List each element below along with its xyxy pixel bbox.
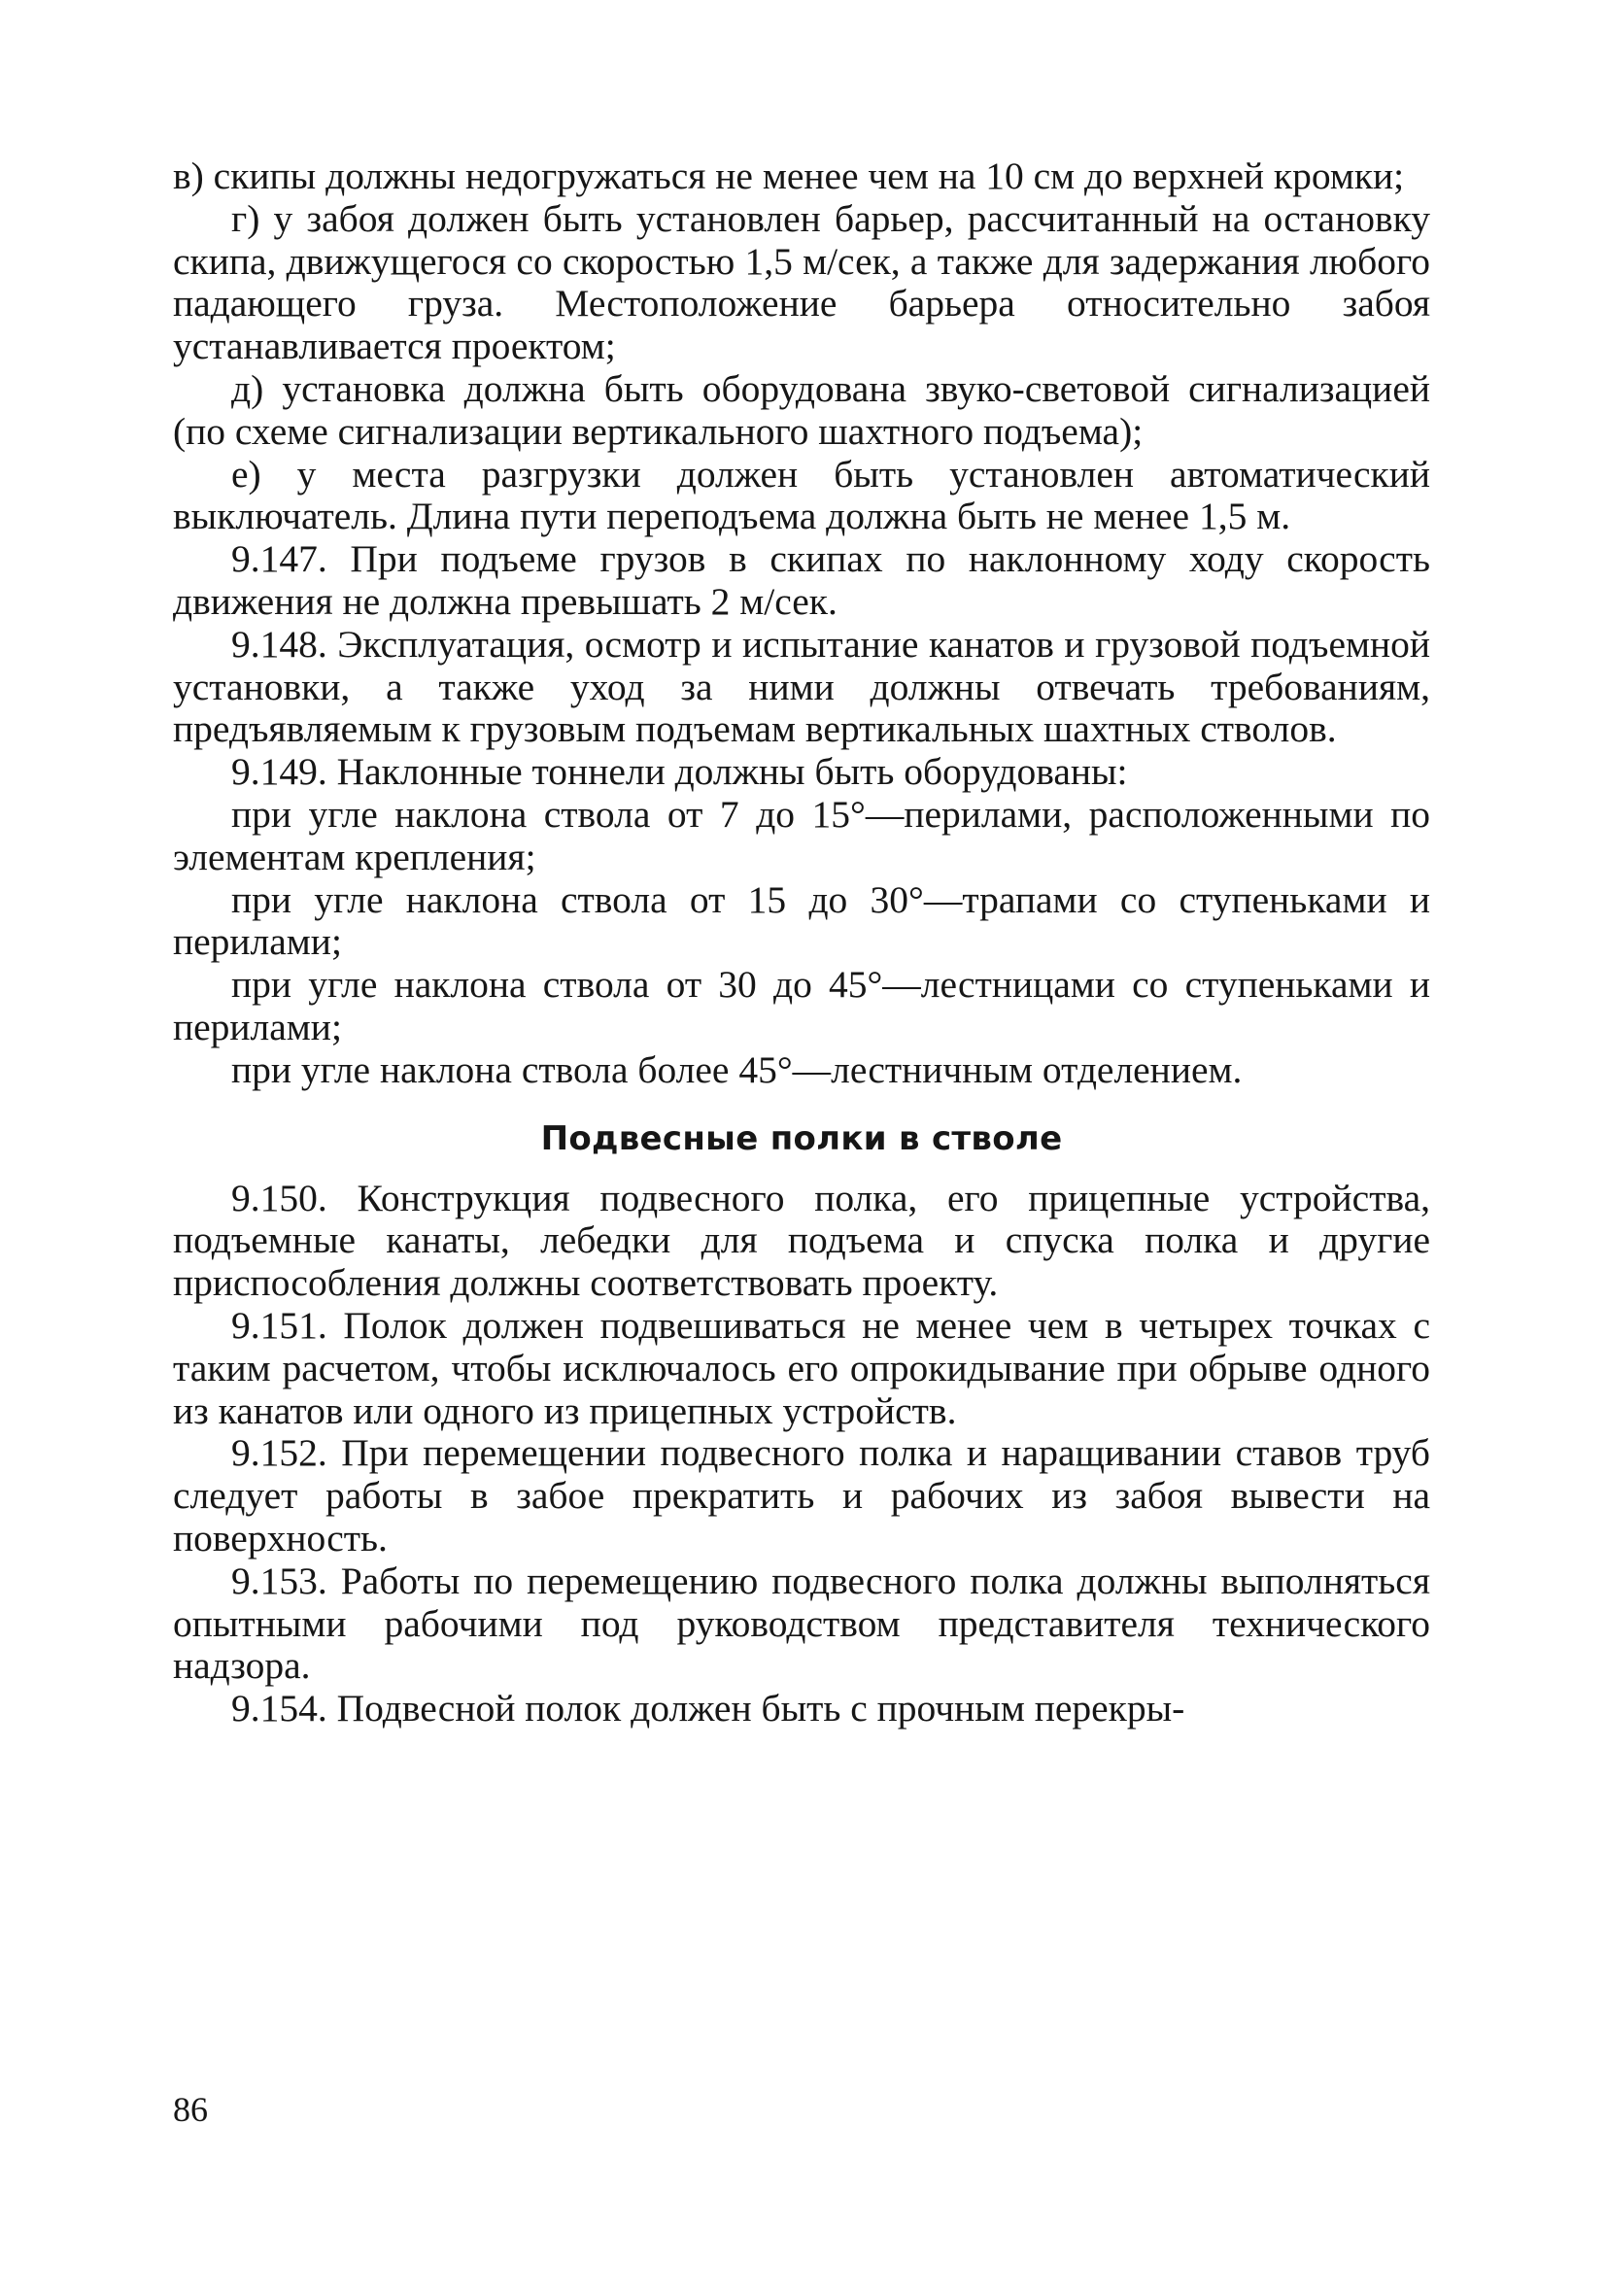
paragraph-angle-15-30: при угле наклона ствола от 15 до 30°—трапами со ступеньками и перилами;	[173, 877, 1430, 964]
page-number: 86	[173, 2090, 208, 2129]
paragraphs-bottom	[173, 1178, 1430, 1731]
section-heading: Подвесные полки в стволе	[540, 1118, 1063, 1158]
paragraph-9-153: 9.153. Работы по перемещению подвесного полка должны выполняться опытными рабочими под руководством представителя технического надзора.	[173, 1559, 1430, 1688]
paragraph-9-147: 9.147. При подъеме грузов в скипах по наклонному ходу скорость движения не должна превышать 2 м/сек.	[173, 537, 1430, 623]
paragraph-item-v: в) скипы должны недогружаться не менее чем на 10 см до верхней кромки;	[173, 154, 1405, 197]
paragraph-9-149: 9.149. Наклонные тоннели должны быть оборудованы:	[231, 750, 1128, 794]
paragraph-9-154: 9.154. Подвесной полок должен быть с прочным перекры-	[231, 1687, 1185, 1731]
paragraph-item-g: г) у забоя должен быть установлен барьер, рассчитанный на остановку скипа, движущегося со скоростью 1,5 м/сек, а также для задержания любого падающего груза. Местоположение барьера относительно забоя устанавливается проектом;	[173, 196, 1430, 368]
paragraph-item-e: е) у места разгрузки должен быть установлен автоматический выключатель. Длина пути переподъема должна быть не менее 1,5 м.	[173, 452, 1430, 538]
paragraph-angle-7-15: при угле наклона ствола от 7 до 15°—перилами, расположенными по элементам крепления;	[173, 792, 1430, 878]
paragraph-9-152: 9.152. При перемещении подвесного полка и наращивании ставов труб следует работы в забое прекратить и рабочих из забоя вывести на поверхность.	[173, 1431, 1430, 1559]
paragraph-9-150: 9.150. Конструкция подвесного полка, его прицепные устройства, подъемные канаты, лебедки для подъема и спуска полка и другие приспособления должны соответствовать проекту.	[173, 1176, 1430, 1305]
paragraph-9-148: 9.148. Эксплуатация, осмотр и испытание канатов и грузовой подъемной установки, а также уход за ними должны отвечать требованиям, предъявляемым к грузовым подъемам вертикальных шахтных стволов.	[173, 622, 1430, 751]
paragraph-angle-30-45: при угле наклона ствола от 30 до 45°—лестницами со ступеньками и перилами;	[173, 963, 1430, 1048]
document-page	[173, 155, 1430, 2225]
paragraphs-top	[173, 155, 1430, 1092]
paragraph-angle-over-45: при угле наклона ствола более 45°—лестничным отделением.	[231, 1047, 1243, 1091]
paragraph-item-d: д) установка должна быть оборудована звуко-световой сигнализацией (по схеме сигнализации вертикального шахтного подъема);	[173, 366, 1430, 453]
paragraph-9-151: 9.151. Полок должен подвешиваться не менее чем в четырех точках с таким расчетом, чтобы исключалось его опрокидывание при обрыве одного из канатов или одного из прицепных устройств.	[173, 1303, 1430, 1432]
